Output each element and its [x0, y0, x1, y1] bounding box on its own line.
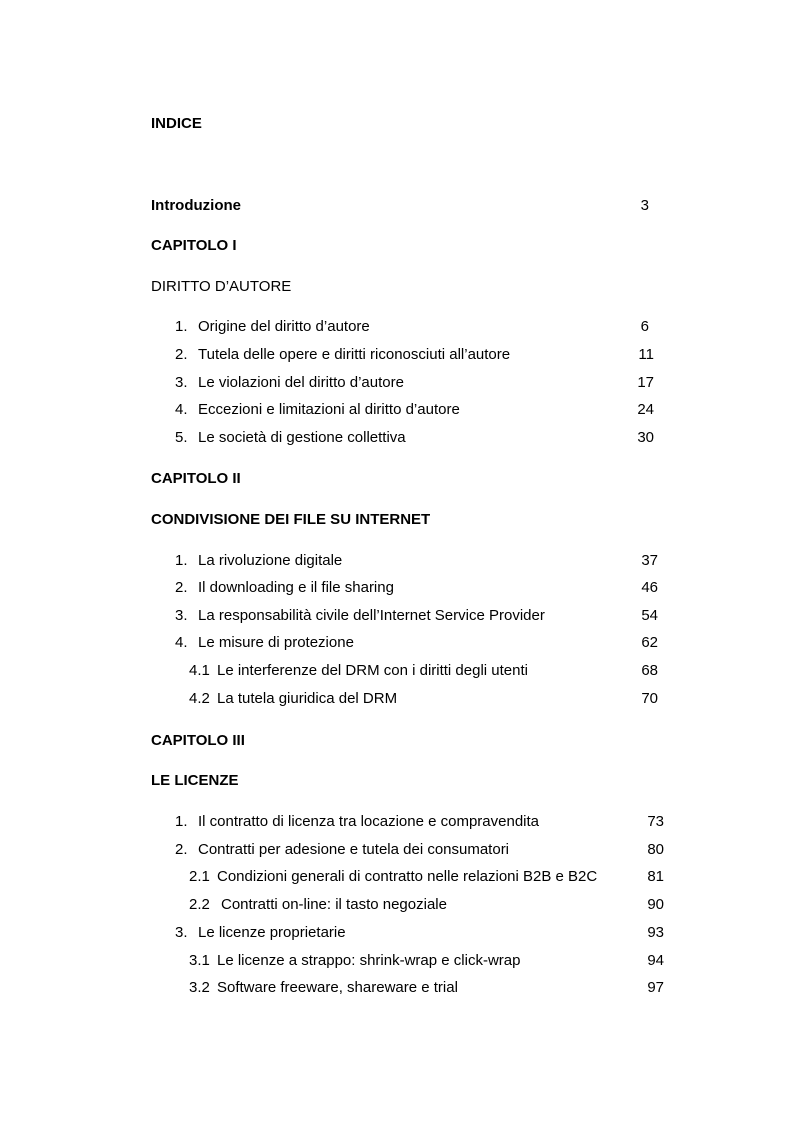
toc-item-label: Le licenze a strappo: shrink-wrap e click-wrap [217, 952, 521, 969]
toc-item-label: Contratti on-line: il tasto negoziale [221, 896, 447, 913]
toc-item-number: 3. [175, 924, 188, 941]
toc-subitem [189, 979, 458, 997]
toc-item-number: 4. [175, 634, 188, 651]
toc-item-page: 62 [641, 634, 658, 651]
toc-item [175, 318, 370, 336]
toc-item-number: 3.2 [189, 979, 210, 996]
toc-item-number: 2.1 [189, 868, 210, 885]
toc-item-label: Le violazioni del diritto d’autore [198, 374, 404, 391]
toc-item-label: Il downloading e il file sharing [198, 579, 394, 596]
toc-item-number: 3.1 [189, 952, 210, 969]
toc-item-label: Le licenze proprietarie [198, 924, 346, 941]
toc-item-number: 3. [175, 374, 188, 391]
toc-item [175, 579, 394, 597]
chapter-title: DIRITTO D’AUTORE [151, 278, 292, 295]
toc-item-page: 54 [641, 607, 658, 624]
toc-item-number: 2.2 [189, 896, 210, 913]
chapter-heading: CAPITOLO III [151, 732, 245, 749]
toc-item [175, 924, 346, 942]
toc-item [175, 552, 342, 570]
toc-item-number: 2. [175, 346, 188, 363]
toc-item-label: La responsabilità civile dell’Internet Service Provider [198, 607, 545, 624]
toc-item-label: La rivoluzione digitale [198, 552, 343, 569]
chapter-heading: CAPITOLO I [151, 237, 237, 254]
toc-item-number: 2. [175, 579, 188, 596]
toc-item-number: 3. [175, 607, 188, 624]
toc-item-number: 5. [175, 429, 188, 446]
toc-item-number: 4.1 [189, 662, 210, 679]
toc-item-number: 1. [175, 813, 188, 830]
toc-subitem [189, 662, 528, 680]
chapter-title: CONDIVISIONE DEI FILE SU INTERNET [151, 511, 431, 528]
toc-item [175, 607, 545, 625]
toc-item-page: 68 [641, 662, 658, 679]
toc-intro-page: 3 [640, 197, 649, 214]
toc-item-label: Contratti per adesione e tutela dei consumatori [198, 841, 510, 858]
toc-item-number: 1. [175, 552, 188, 569]
toc-intro-label: Introduzione [151, 197, 241, 214]
toc-item [175, 813, 539, 831]
toc-item [175, 634, 354, 652]
toc-item-page: 93 [647, 924, 664, 941]
toc-item [175, 401, 460, 419]
toc-item [175, 374, 404, 392]
toc-subitem [189, 690, 397, 708]
toc-item-page: 73 [647, 813, 664, 830]
toc-item-page: 37 [641, 552, 658, 569]
toc-item-label: Le interferenze del DRM con i diritti degli utenti [217, 662, 528, 679]
toc-item-page: 11 [638, 346, 654, 363]
chapter-heading: CAPITOLO II [151, 470, 241, 487]
toc-item-page: 70 [641, 690, 658, 707]
toc-item-page: 94 [647, 952, 664, 969]
toc-item [175, 429, 406, 447]
toc-item-page: 17 [637, 374, 654, 391]
toc-item-label: Condizioni generali di contratto nelle relazioni B2B e B2C [217, 868, 598, 885]
toc-item-number: 4.2 [189, 690, 210, 707]
toc-item-page: 46 [641, 579, 658, 596]
toc-item-label: Il contratto di licenza tra locazione e compravendita [198, 813, 540, 830]
toc-item-number: 4. [175, 401, 188, 418]
toc-item-label: La tutela giuridica del DRM [217, 690, 398, 707]
toc-item [175, 841, 509, 859]
toc-subitem [189, 952, 520, 970]
toc-item-page: 6 [640, 318, 649, 335]
toc-item-label: Eccezioni e limitazioni al diritto d’autore [198, 401, 460, 418]
toc-item-page: 80 [647, 841, 664, 858]
toc-subitem [189, 868, 597, 886]
toc-item-label: Origine del diritto d’autore [198, 318, 370, 335]
toc-item-page: 90 [647, 896, 664, 913]
toc-item-page: 97 [647, 979, 664, 996]
toc-item-label: Software freeware, shareware e trial [217, 979, 458, 996]
toc-item-page: 24 [637, 401, 654, 418]
chapter-title: LE LICENZE [151, 772, 239, 789]
page-title: INDICE [151, 115, 202, 132]
toc-item-label: Le società di gestione collettiva [198, 429, 406, 446]
toc-item-label: Le misure di protezione [198, 634, 354, 651]
toc-subitem [189, 896, 447, 914]
toc-item-page: 81 [647, 868, 664, 885]
toc-item-number: 2. [175, 841, 188, 858]
toc-item-page: 30 [637, 429, 654, 446]
toc-item-label: Tutela delle opere e diritti riconosciuti all’autore [198, 346, 511, 363]
toc-item-number: 1. [175, 318, 188, 335]
toc-item [175, 346, 510, 364]
